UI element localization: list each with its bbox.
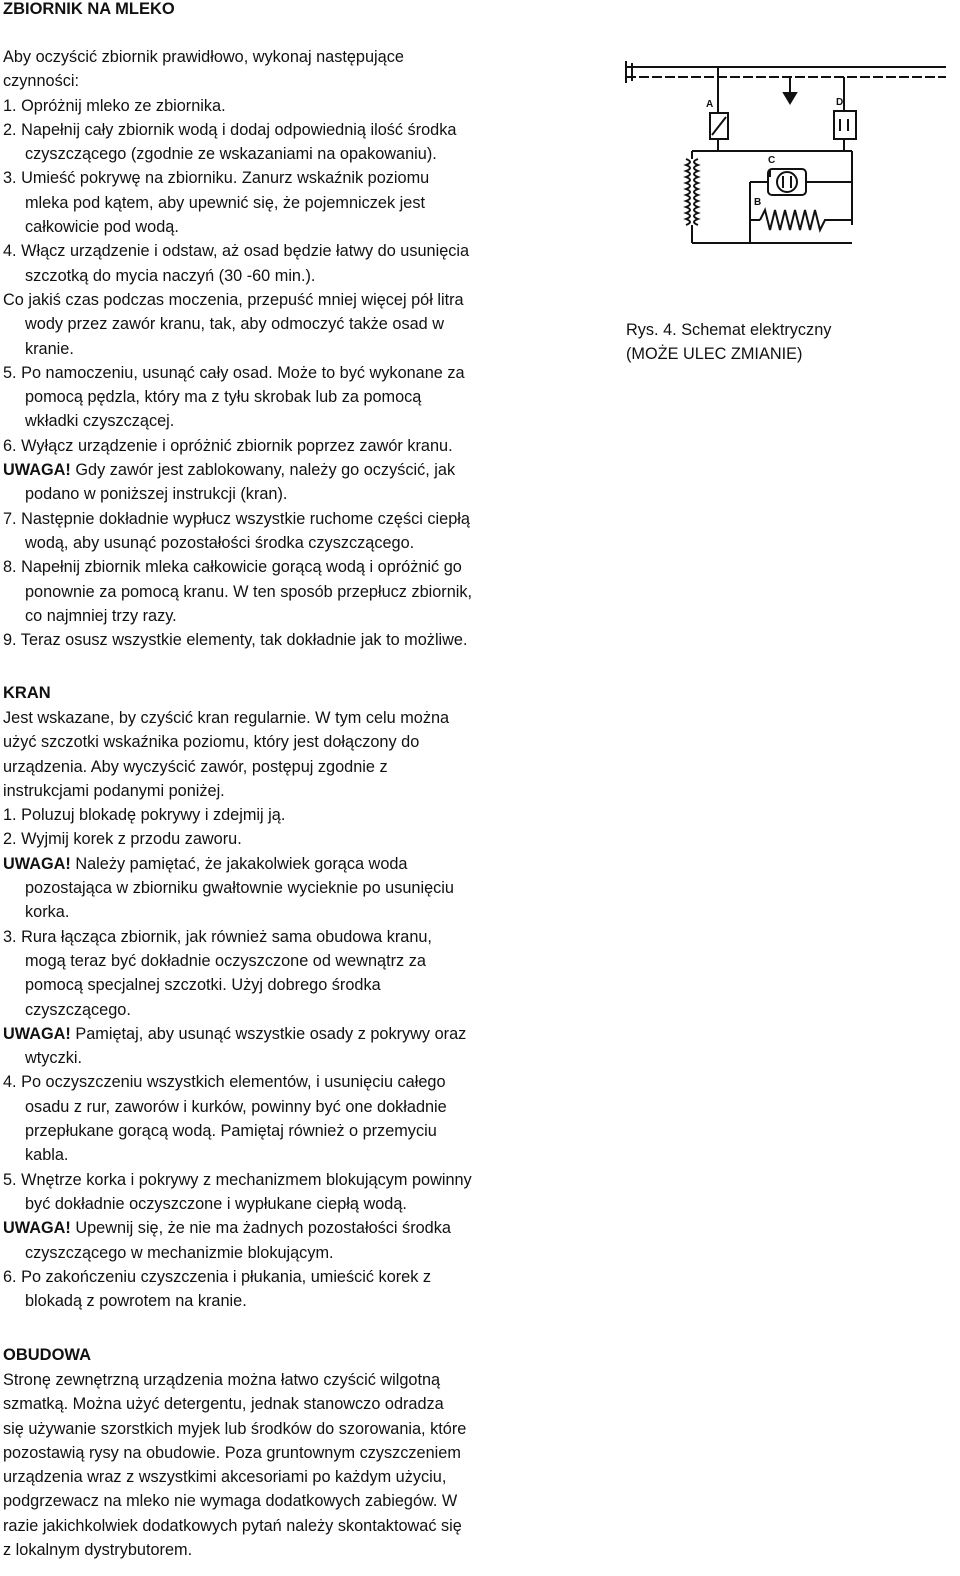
section1-line-text: 1. Opróżnij mleko ze zbiornika.: [3, 96, 226, 115]
section2-line: [3, 973, 563, 997]
section3-line: [3, 1514, 563, 1538]
section1-line-text: 4. Włącz urządzenie i odstaw, aż osad będzie łatwy do usunięcia: [3, 242, 470, 261]
section3-line: [3, 1368, 563, 1392]
section2-line-text: 1. Poluzuj blokadę pokrywy i zdejmij ją.: [3, 806, 286, 825]
switch-d-icon: [834, 111, 856, 139]
section1-line: [3, 118, 563, 142]
section2-line: [3, 925, 563, 949]
section1-line-text: ponownie za pomocą kranu. W ten sposób przepłucz zbiornik,: [25, 582, 473, 601]
section1-line: [3, 604, 563, 628]
section2-line: [3, 852, 563, 876]
section3-line: [3, 1538, 563, 1562]
section2-line: [3, 706, 563, 730]
section2-line: [3, 1192, 563, 1216]
section1-line: [3, 580, 563, 604]
section2-line: [3, 1022, 563, 1046]
section-title-tap: KRAN: [3, 684, 51, 702]
section2-line-text: przepłukane gorącą wodą. Pamiętaj również o przemyciu: [25, 1122, 437, 1141]
section1-line: [3, 288, 563, 312]
section3-line: [3, 1441, 563, 1465]
section2-line-text: Pamiętaj, aby usunąć wszystkie osady z pokrywy oraz: [75, 1024, 467, 1043]
section1-line: [3, 337, 563, 361]
section1-line: [3, 482, 563, 506]
section2-line-text: 6. Po zakończeniu czyszczenia i płukania, umieścić korek z: [3, 1267, 432, 1286]
label-c: C: [768, 155, 776, 166]
ground-arrow-icon: [784, 93, 796, 103]
section3-line-text: Stronę zewnętrzną urządzenia można łatwo czyścić wilgotną: [3, 1371, 441, 1389]
section2-line: [3, 1265, 563, 1289]
section2-line: [3, 755, 563, 779]
section1-line: [3, 69, 563, 93]
section2-line-text: blokadą z powrotem na kranie.: [25, 1292, 247, 1311]
label-a: A: [706, 99, 714, 110]
section1-line-text: 6. Wyłącz urządzenie i opróżnić zbiornik poprzez zawór kranu.: [3, 436, 453, 455]
section3-line: [3, 1417, 563, 1441]
section3-line-text: razie jakichkolwiek dodatkowych pytań należy skontaktować się: [3, 1516, 462, 1535]
section2-line: [3, 730, 563, 754]
section2-line: [3, 1143, 563, 1167]
section1-line-text: całkowicie pod wodą.: [25, 218, 179, 237]
section2-line-text: 2. Wyjmij korek z przodu zaworu.: [3, 830, 242, 849]
section2-line-text: kabla.: [25, 1146, 69, 1165]
section1-line-text: podano w poniższej instrukcji (kran).: [25, 485, 288, 504]
section1-line-text: pomocą pędzla, który ma z tyłu skrobak lub za pomocą: [25, 388, 422, 407]
section1-line: [3, 555, 563, 579]
section2-line-text: użyć szczotki wskaźnika poziomu, który jest dołączony do: [3, 733, 420, 752]
section2-line: [3, 827, 563, 851]
section1-line-text: 8. Napełnij zbiornik mleka całkowicie gorącą wodą i opróżnić go: [3, 558, 462, 577]
electrical-schematic-figure: [620, 55, 950, 255]
section-title-housing: OBUDOWA: [3, 1346, 91, 1364]
section2-line: [3, 1095, 563, 1119]
section1-line: [3, 45, 563, 69]
heating-element-b-icon: [760, 210, 852, 230]
section3-line-text: się używanie szorstkich myjek lub środków do szorowania, które: [3, 1419, 467, 1438]
section1-line-text: Co jakiś czas podczas moczenia, przepuść mniej więcej pół litra: [3, 290, 464, 309]
label-b: B: [754, 197, 762, 208]
section2-line: [3, 876, 563, 900]
section1-line: [3, 385, 563, 409]
section1-line: [3, 142, 563, 166]
section2-line: [3, 779, 563, 803]
section2-line-text: Upewnij się, że nie ma żadnych pozostałości środka: [75, 1219, 451, 1238]
section2-line: [3, 1070, 563, 1094]
section2-line-text: 4. Po oczyszczeniu wszystkich elementów, i usunięciu całego: [3, 1073, 446, 1092]
section2-line: [3, 803, 563, 827]
section2-line: [3, 900, 563, 924]
section3-line-text: podgrzewacz na mleko nie wymaga dodatkowych zabiegów. W: [3, 1492, 458, 1511]
section1-line: [3, 166, 563, 190]
section2-line-text: być dokładnie oczyszczone i wypłukane ciepłą wodą.: [25, 1194, 407, 1213]
section2-line-text: Jest wskazane, by czyścić kran regularnie. W tym celu można: [3, 709, 450, 727]
section2-line-text: wtyczki.: [25, 1049, 82, 1068]
section3-line-text: z lokalnym dystrybutorem.: [3, 1541, 193, 1560]
section2-line: [3, 1241, 563, 1265]
figure-caption: [626, 318, 831, 366]
section3-line: [3, 1465, 563, 1489]
section2-line: [3, 1289, 563, 1313]
section1-line: [3, 507, 563, 531]
section2-line-text: pomocą specjalnej szczotki. Użyj dobrego środka: [25, 976, 381, 995]
section1-line-text: 5. Po namoczeniu, usunąć cały osad. Może to być wykonane za: [3, 363, 465, 382]
section2-line-text: urządzenia. Aby wyczyścić zawór, postępuj zgodnie z: [3, 757, 388, 776]
section1-line: [3, 94, 563, 118]
figure-caption-line1: Rys. 4. Schemat elektryczny: [626, 321, 832, 339]
section1-line-text: co najmniej trzy razy.: [25, 606, 177, 625]
section2-line-text: osadu z rur, zaworów i kurków, powinny być one dokładnie: [25, 1097, 447, 1116]
section2-line: [3, 949, 563, 973]
section3-line: [3, 1392, 563, 1416]
section2-line: [3, 998, 563, 1022]
section1-line: [3, 215, 563, 239]
section2-line-text: 3. Rura łącząca zbiornik, jak również sama obudowa kranu,: [3, 927, 432, 946]
section1-line-text: wodą, aby usunąć pozostałości środka czyszczącego.: [25, 533, 415, 552]
section1-line-text: czyszczącego (zgodnie ze wskazaniami na opakowaniu).: [25, 145, 437, 164]
section1-line: [3, 434, 563, 458]
section1-line: [3, 239, 563, 263]
milk-tank-instructions: [3, 45, 563, 652]
section2-line: [3, 1168, 563, 1192]
label-d: D: [836, 97, 844, 108]
warning-label: UWAGA!: [3, 854, 71, 873]
section1-line: [3, 361, 563, 385]
section3-line-text: szmatką. Można użyć detergentu, jednak stanowczo odradza: [3, 1395, 444, 1414]
section1-line: [3, 264, 563, 288]
section1-line: [3, 191, 563, 215]
section1-line-text: 7. Następnie dokładnie wypłucz wszystkie ruchome części ciepłą: [3, 509, 470, 528]
warning-label: UWAGA!: [3, 461, 71, 480]
section1-line-text: czynności:: [3, 72, 80, 91]
section2-line: [3, 1216, 563, 1240]
section2-line: [3, 1046, 563, 1070]
section2-line-text: Należy pamiętać, że jakakolwiek gorąca woda: [75, 854, 408, 873]
section1-line: [3, 458, 563, 482]
section1-line-text: mleka pod kątem, aby upewnić się, że pojemniczek jest: [25, 193, 425, 212]
tap-instructions: [3, 706, 563, 1313]
heater-coil-icon: [686, 159, 690, 225]
section1-line-text: 9. Teraz osusz wszystkie elementy, tak dokładnie jak to możliwe.: [3, 631, 468, 650]
figure-caption-line2: (MOŻE ULEC ZMIANIE): [626, 345, 803, 363]
section1-line-text: wody przez zawór kranu, tak, aby odmoczyć także osad w: [25, 315, 444, 334]
section2-line-text: mogą teraz być dokładnie oczyszczone od wewnątrz za: [25, 951, 426, 970]
section1-line-text: Aby oczyścić zbiornik prawidłowo, wykonaj następujące: [3, 48, 404, 66]
section3-line: [3, 1489, 563, 1513]
section1-line-text: Gdy zawór jest zablokowany, należy go oczyścić, jak: [75, 461, 456, 480]
section1-line: [3, 628, 563, 652]
warning-label: UWAGA!: [3, 1219, 71, 1238]
section1-line-text: 2. Napełnij cały zbiornik wodą i dodaj odpowiednią ilość środka: [3, 120, 457, 139]
section1-line-text: szczotką do mycia naczyń (30 -60 min.).: [25, 266, 316, 285]
warning-label: UWAGA!: [3, 1024, 71, 1043]
section2-line-text: 5. Wnętrze korka i pokrywy z mechanizmem blokującym powinny: [3, 1170, 472, 1189]
section1-line: [3, 531, 563, 555]
section2-line-text: instrukcjami podanymi poniżej.: [3, 781, 225, 800]
section1-line-text: kranie.: [25, 339, 74, 358]
section2-line-text: korka.: [25, 903, 70, 922]
section2-line-text: czyszczącego w mechanizmie blokującym.: [25, 1243, 334, 1262]
section1-line-text: wkładki czyszczącej.: [25, 412, 175, 431]
section1-line: [3, 409, 563, 433]
section3-line-text: pozostawią rysy na obudowie. Poza gruntownym czyszczeniem: [3, 1443, 461, 1462]
section-title-milk-tank: ZBIORNIK NA MLEKO: [3, 0, 175, 18]
section1-line: [3, 312, 563, 336]
section2-line-text: czyszczącego.: [25, 1000, 131, 1019]
section3-line-text: urządzenia wraz z wszystkimi akcesoriami po każdym użyciu,: [3, 1468, 447, 1487]
section2-line-text: pozostająca w zbiorniku gwałtownie wycieknie po usunięciu: [25, 879, 454, 898]
section2-line: [3, 1119, 563, 1143]
section1-line-text: 3. Umieść pokrywę na zbiorniku. Zanurz wskaźnik poziomu: [3, 169, 430, 188]
housing-instructions: [3, 1368, 563, 1562]
